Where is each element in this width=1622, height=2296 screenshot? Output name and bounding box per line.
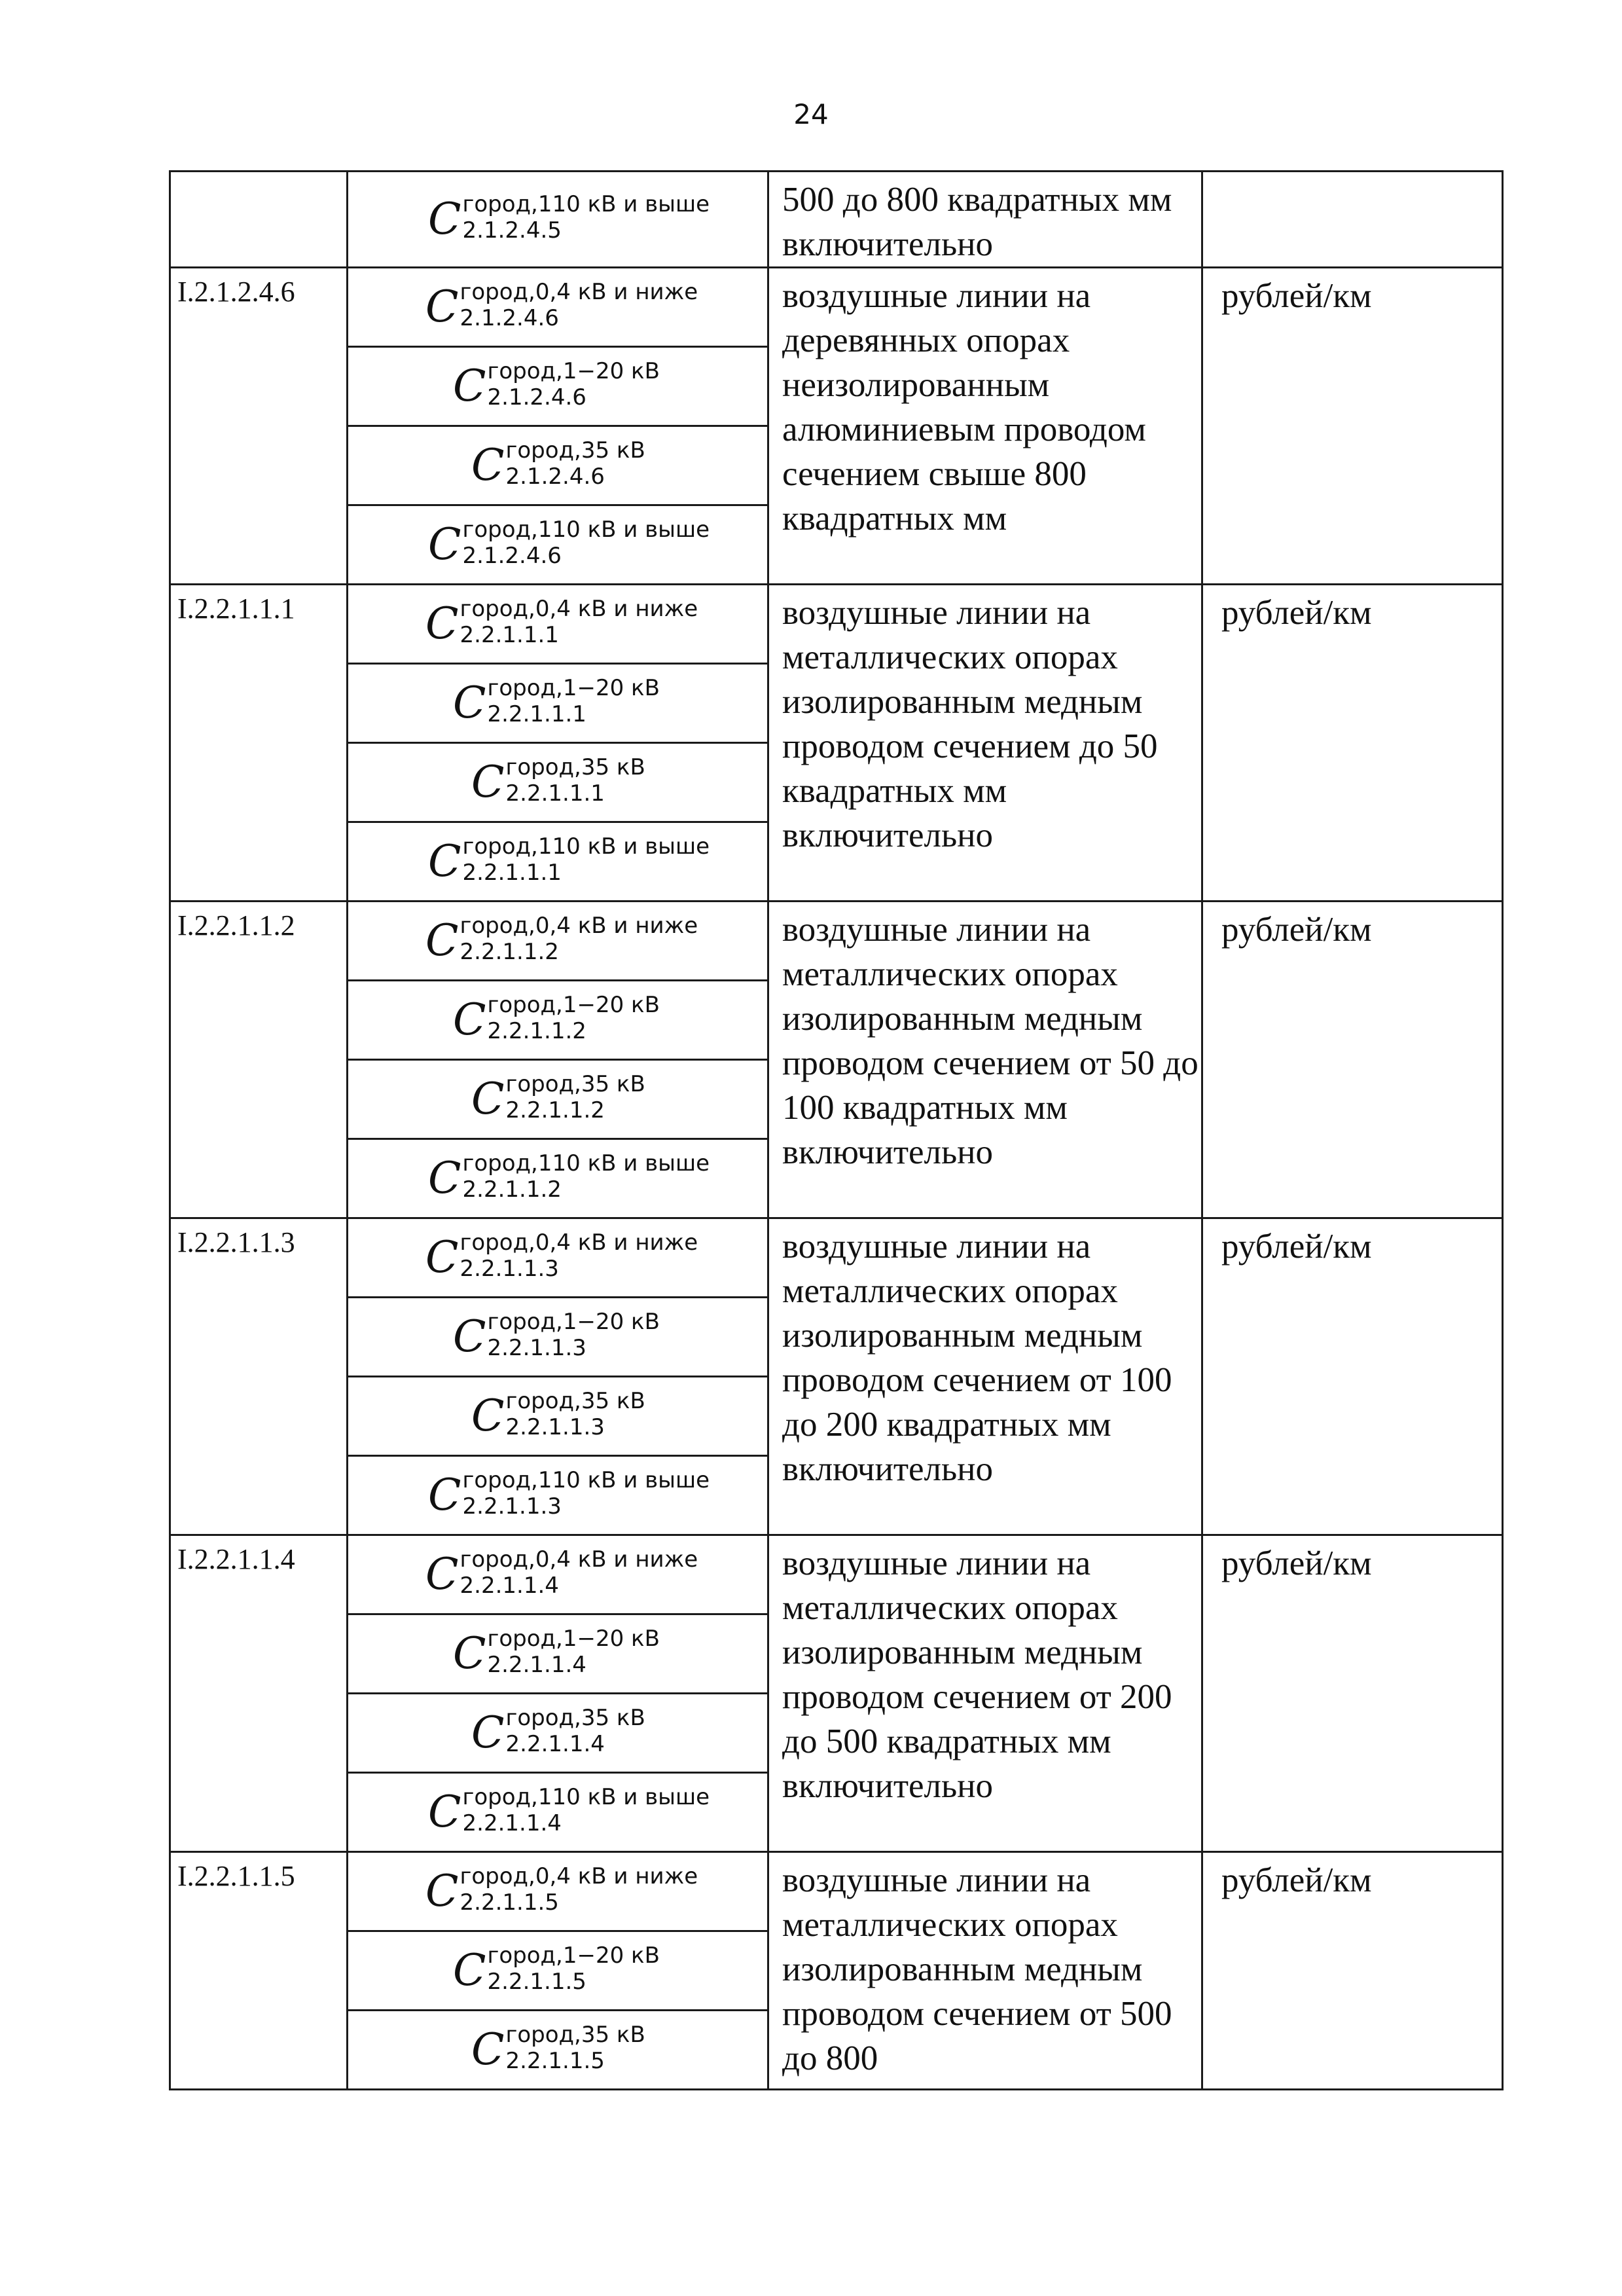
rate-indices	[460, 1863, 698, 1916]
rate-superscript: город,1−20 кВ	[487, 992, 660, 1018]
rate-symbol	[348, 1615, 767, 1692]
rate-subscript: 2.2.1.1.3	[462, 1493, 562, 1520]
rate-letter: C	[471, 440, 505, 490]
rate-indices	[462, 517, 710, 569]
formula-cell	[348, 1614, 768, 1694]
rate-letter: C	[425, 1232, 459, 1283]
rate-subscript: 2.2.1.1.2	[487, 1018, 586, 1044]
rate-symbol	[348, 506, 767, 583]
rate-indices	[460, 279, 698, 331]
rate-indices	[462, 1150, 710, 1203]
page-number: 24	[793, 98, 829, 130]
formula-cell	[348, 1377, 768, 1456]
rate-letter: C	[471, 2024, 505, 2075]
rate-symbol	[348, 1932, 767, 2009]
rate-symbol	[348, 427, 767, 504]
rate-letter: C	[471, 1707, 505, 1758]
rate-subscript: 2.2.1.1.4	[460, 1573, 559, 1599]
rate-symbol	[348, 823, 767, 900]
rate-letter: C	[453, 1945, 486, 1995]
rate-symbol	[348, 902, 767, 979]
rate-indices	[487, 675, 660, 727]
rate-indices	[505, 754, 645, 807]
rate-symbol	[348, 2011, 767, 2088]
rate-symbol	[348, 1774, 767, 1851]
rate-indices	[462, 1467, 710, 1520]
rate-subscript: 2.1.2.4.6	[460, 305, 559, 331]
rate-symbol	[348, 1219, 767, 1296]
formula-cell	[348, 1139, 768, 1218]
rate-superscript: город,110 кВ и выше	[462, 833, 710, 860]
formula-cell	[348, 2011, 768, 2090]
rate-subscript: 2.2.1.1.3	[460, 1256, 559, 1282]
formula-cell	[348, 1535, 768, 1614]
rate-letter: C	[425, 282, 459, 332]
formula-cell	[348, 1218, 768, 1298]
row-unit: рублей/км	[1202, 1218, 1503, 1535]
rate-superscript: город,1−20 кВ	[487, 675, 660, 701]
rate-superscript: город,1−20 кВ	[487, 358, 660, 384]
rate-subscript: 2.2.1.1.5	[460, 1889, 559, 1916]
row-description: 500 до 800 квадратных мм включительно	[768, 172, 1202, 268]
row-description: воздушные линии на металлических опорах изолированным медным проводом сечением от 500 до 800	[768, 1852, 1202, 2090]
rate-letter: C	[453, 1311, 486, 1362]
rate-letter: C	[471, 757, 505, 807]
rate-superscript: город,1−20 кВ	[487, 1942, 660, 1969]
row-unit: рублей/км	[1202, 1852, 1503, 2090]
rate-symbol	[348, 172, 767, 266]
formula-cell	[348, 347, 768, 426]
rate-symbol	[348, 348, 767, 425]
rate-subscript: 2.2.1.1.4	[487, 1652, 586, 1678]
formula-cell	[348, 743, 768, 822]
rate-indices	[487, 992, 660, 1044]
rate-subscript: 2.2.1.1.5	[505, 2048, 605, 2074]
rate-symbol	[348, 1377, 767, 1455]
rate-superscript: город,110 кВ и выше	[462, 1150, 710, 1176]
formula-cell	[348, 1298, 768, 1377]
rate-subscript: 2.1.2.4.6	[487, 384, 586, 410]
rate-indices	[505, 1705, 645, 1757]
row-description: воздушные линии на металлических опорах изолированным медным проводом сечением до 50 квадратных мм включительно	[768, 585, 1202, 902]
rate-subscript: 2.2.1.1.2	[462, 1176, 562, 1203]
rate-superscript: город,110 кВ и выше	[462, 1784, 710, 1810]
rate-letter: C	[428, 1787, 461, 1837]
rate-subscript: 2.2.1.1.4	[505, 1731, 605, 1757]
row-description: воздушные линии на металлических опорах изолированным медным проводом сечением от 100 до 200 квадратных мм включительно	[768, 1218, 1202, 1535]
rate-letter: C	[471, 1391, 505, 1441]
rate-symbol	[348, 585, 767, 663]
row-code	[170, 172, 348, 268]
rate-subscript: 2.2.1.1.5	[487, 1969, 586, 1995]
formula-cell	[348, 822, 768, 902]
row-unit: рублей/км	[1202, 1535, 1503, 1852]
rate-indices	[462, 1784, 710, 1836]
rate-subscript: 2.1.2.4.6	[505, 464, 605, 490]
rate-letter: C	[471, 1074, 505, 1124]
table-row	[170, 902, 1503, 981]
rate-indices	[460, 1546, 698, 1599]
formula-cell	[348, 1931, 768, 2011]
rate-superscript: город,0,4 кВ и ниже	[460, 1546, 698, 1573]
rate-subscript: 2.2.1.1.4	[462, 1810, 562, 1836]
rate-superscript: город,1−20 кВ	[487, 1309, 660, 1335]
row-code: I.2.2.1.1.2	[170, 902, 348, 1218]
rate-indices	[487, 358, 660, 410]
rate-superscript: город,35 кВ	[505, 1388, 645, 1414]
row-unit: рублей/км	[1202, 268, 1503, 585]
rate-superscript: город,35 кВ	[505, 2022, 645, 2048]
rate-superscript: город,0,4 кВ и ниже	[460, 279, 698, 305]
rate-subscript: 2.1.2.4.5	[462, 217, 562, 244]
rate-superscript: город,1−20 кВ	[487, 1626, 660, 1652]
rate-letter: C	[428, 194, 461, 244]
formula-cell	[348, 268, 768, 347]
rate-superscript: город,35 кВ	[505, 1705, 645, 1731]
rate-superscript: город,35 кВ	[505, 437, 645, 464]
table-row	[170, 1218, 1503, 1298]
rate-symbol	[348, 744, 767, 821]
table-row	[170, 268, 1503, 347]
rate-letter: C	[425, 1866, 459, 1916]
rate-subscript: 2.2.1.1.3	[505, 1414, 605, 1440]
tariff-table	[169, 170, 1504, 2090]
table-row	[170, 1852, 1503, 1931]
rate-subscript: 2.2.1.1.1	[462, 860, 562, 886]
table-row	[170, 172, 1503, 268]
rate-letter: C	[428, 1153, 461, 1203]
rate-indices	[460, 913, 698, 965]
rate-indices	[487, 1942, 660, 1995]
rate-indices	[460, 596, 698, 648]
row-code: I.2.2.1.1.3	[170, 1218, 348, 1535]
rate-symbol	[348, 1536, 767, 1613]
rate-subscript: 2.2.1.1.3	[487, 1335, 586, 1361]
rate-superscript: город,0,4 кВ и ниже	[460, 596, 698, 622]
rate-subscript: 2.2.1.1.2	[505, 1097, 605, 1123]
formula-cell	[348, 902, 768, 981]
rate-indices	[505, 1388, 645, 1440]
rate-letter: C	[453, 994, 486, 1045]
rate-letter: C	[425, 598, 459, 649]
rate-superscript: город,110 кВ и выше	[462, 191, 710, 217]
rate-letter: C	[428, 519, 461, 570]
rate-letter: C	[453, 361, 486, 411]
row-unit: рублей/км	[1202, 902, 1503, 1218]
rate-indices	[487, 1626, 660, 1678]
formula-cell	[348, 426, 768, 505]
rate-superscript: город,110 кВ и выше	[462, 1467, 710, 1493]
rate-indices	[462, 833, 710, 886]
formula-cell	[348, 981, 768, 1060]
rate-symbol	[348, 1061, 767, 1138]
formula-cell	[348, 585, 768, 664]
rate-indices	[505, 1071, 645, 1123]
rate-superscript: город,110 кВ и выше	[462, 517, 710, 543]
rate-subscript: 2.2.1.1.1	[487, 701, 586, 727]
formula-cell	[348, 505, 768, 585]
row-code: I.2.2.1.1.5	[170, 1852, 348, 2090]
rate-superscript: город,35 кВ	[505, 754, 645, 780]
tariff-table-body	[170, 172, 1503, 2090]
formula-cell	[348, 1060, 768, 1139]
rate-symbol	[348, 665, 767, 742]
rate-superscript: город,0,4 кВ и ниже	[460, 1863, 698, 1889]
table-row	[170, 1535, 1503, 1614]
rate-symbol	[348, 1694, 767, 1772]
rate-indices	[505, 2022, 645, 2074]
rate-letter: C	[425, 1549, 459, 1599]
rate-letter: C	[453, 1628, 486, 1679]
row-description: воздушные линии на металлических опорах изолированным медным проводом сечением от 200 до 500 квадратных мм включительно	[768, 1535, 1202, 1852]
rate-subscript: 2.1.2.4.6	[462, 543, 562, 569]
rate-subscript: 2.2.1.1.1	[505, 780, 605, 807]
row-unit	[1202, 172, 1503, 268]
rate-letter: C	[425, 915, 459, 966]
formula-cell	[348, 172, 768, 268]
rate-symbol	[348, 1853, 767, 1930]
formula-cell	[348, 1773, 768, 1852]
formula-cell	[348, 664, 768, 743]
rate-superscript: город,35 кВ	[505, 1071, 645, 1097]
row-code: I.2.1.2.4.6	[170, 268, 348, 585]
rate-letter: C	[428, 836, 461, 886]
rate-symbol	[348, 981, 767, 1059]
rate-indices	[460, 1230, 698, 1282]
formula-cell	[348, 1694, 768, 1773]
row-unit: рублей/км	[1202, 585, 1503, 902]
formula-cell	[348, 1852, 768, 1931]
rate-symbol	[348, 268, 767, 346]
rate-subscript: 2.2.1.1.1	[460, 622, 559, 648]
row-description: воздушные линии на металлических опорах изолированным медным проводом сечением от 50 до 100 квадратных мм включительно	[768, 902, 1202, 1218]
row-code: I.2.2.1.1.1	[170, 585, 348, 902]
formula-cell	[348, 1456, 768, 1535]
rate-superscript: город,0,4 кВ и ниже	[460, 913, 698, 939]
rate-symbol	[348, 1457, 767, 1534]
rate-superscript: город,0,4 кВ и ниже	[460, 1230, 698, 1256]
rate-subscript: 2.2.1.1.2	[460, 939, 559, 965]
row-code: I.2.2.1.1.4	[170, 1535, 348, 1852]
table-row	[170, 585, 1503, 664]
rate-symbol	[348, 1140, 767, 1217]
rate-letter: C	[428, 1470, 461, 1520]
rate-indices	[487, 1309, 660, 1361]
row-description: воздушные линии на деревянных опорах неизолированным алюминиевым проводом сечением свыше 800 квадратных мм	[768, 268, 1202, 585]
rate-indices	[505, 437, 645, 490]
rate-letter: C	[453, 678, 486, 728]
rate-indices	[462, 191, 710, 244]
rate-symbol	[348, 1298, 767, 1376]
